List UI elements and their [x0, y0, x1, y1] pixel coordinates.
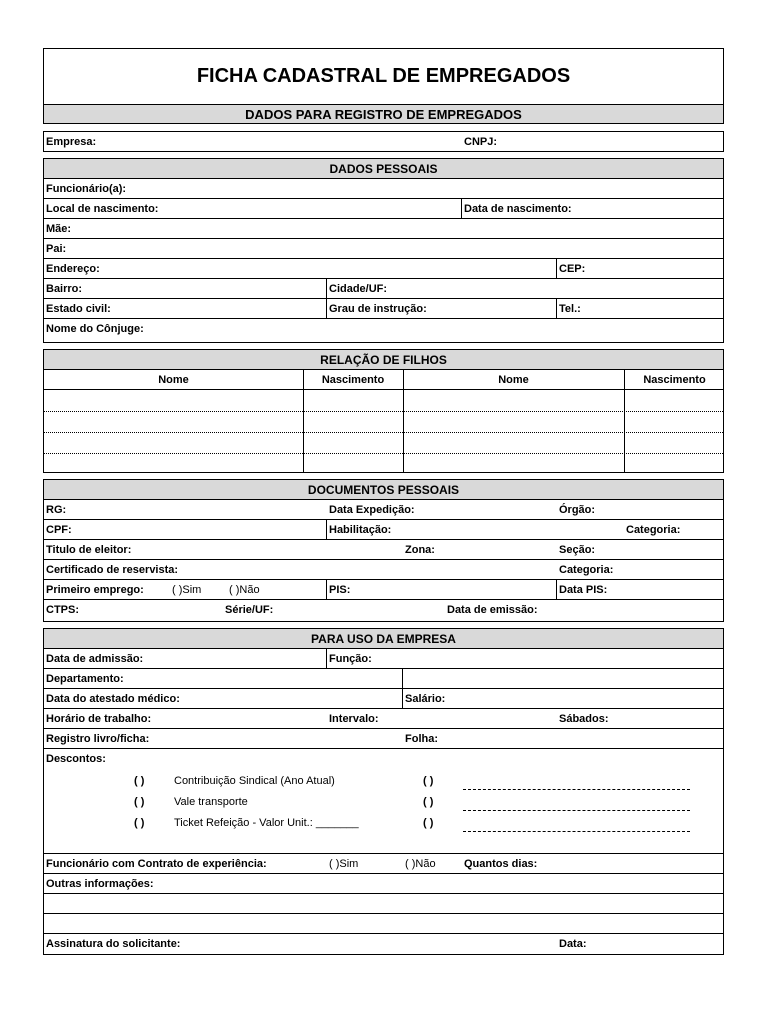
first-job-label: Primeiro emprego: — [46, 584, 144, 596]
mother-field[interactable]: Mãe: — [46, 223, 72, 235]
company-use-header: PARA USO DA EMPRESA — [311, 632, 456, 646]
child-row[interactable] — [44, 454, 723, 473]
meal-ticket-checkbox[interactable]: ( ) — [134, 817, 145, 829]
page-field[interactable]: Folha: — [405, 733, 438, 745]
address-field[interactable]: Endereço: — [46, 263, 100, 275]
child-row[interactable] — [44, 433, 723, 453]
union-fee-label: Contribuição Sindical (Ano Atual) — [174, 775, 335, 787]
series-state-field[interactable]: Série/UF: — [225, 604, 274, 616]
phone-field[interactable]: Tel.: — [559, 303, 581, 315]
pis-field[interactable]: PIS: — [329, 584, 351, 596]
rg-field[interactable]: RG: — [46, 504, 67, 516]
child-row[interactable] — [44, 412, 723, 432]
days-count-field[interactable]: Quantos dias: — [464, 858, 538, 870]
registry-book-field[interactable]: Registro livro/ficha: — [46, 733, 150, 745]
company-box — [43, 131, 724, 152]
department-field[interactable]: Departamento: — [46, 673, 124, 685]
extra-3-line[interactable] — [463, 831, 690, 832]
break-field[interactable]: Intervalo: — [329, 713, 379, 725]
trial-contract-yes-checkbox[interactable]: ( )Sim — [329, 858, 359, 870]
voter-id-field[interactable]: Titulo de eleitor: — [46, 544, 132, 556]
cep-field[interactable]: CEP: — [559, 263, 586, 275]
spouse-field[interactable]: Nome do Cônjuge: — [46, 323, 144, 335]
extra-2-line[interactable] — [463, 810, 690, 811]
other-info-line-2[interactable] — [44, 914, 723, 934]
cpf-field[interactable]: CPF: — [46, 524, 72, 536]
reservist-category-field[interactable]: Categoria: — [559, 564, 614, 576]
employee-name-field[interactable]: Funcionário(a): — [46, 183, 127, 195]
neighborhood-field[interactable]: Bairro: — [46, 283, 83, 295]
salary-field[interactable]: Salário: — [405, 693, 446, 705]
company-use-section — [43, 628, 724, 955]
pis-date-field[interactable]: Data PIS: — [559, 584, 608, 596]
children-section — [43, 349, 724, 473]
signature-field[interactable]: Assinatura do solicitante: — [46, 938, 181, 950]
subtitle: DADOS PARA REGISTRO DE EMPREGADOS — [245, 107, 522, 122]
documents-section — [43, 479, 724, 622]
ctps-field[interactable]: CTPS: — [46, 604, 79, 616]
extra-2-checkbox[interactable]: ( ) — [423, 796, 434, 808]
saturdays-field[interactable]: Sábados: — [559, 713, 609, 725]
personal-data-header: DADOS PESSOAIS — [329, 162, 438, 176]
title-block — [43, 48, 724, 124]
reservist-field[interactable]: Certificado de reservista: — [46, 564, 179, 576]
role-field[interactable]: Função: — [329, 653, 372, 665]
child-row[interactable] — [44, 391, 723, 411]
form-title: FICHA CADASTRAL DE EMPREGADOS — [196, 65, 571, 87]
other-info-field[interactable]: Outras informações: — [46, 878, 154, 890]
first-job-no-checkbox[interactable]: ( )Não — [229, 584, 260, 596]
extra-1-line[interactable] — [463, 789, 690, 790]
children-header: RELAÇÃO DE FILHOS — [320, 353, 447, 367]
medical-cert-date-field[interactable]: Data do atestado médico: — [46, 693, 180, 705]
section-field[interactable]: Seção: — [559, 544, 596, 556]
zone-field[interactable]: Zona: — [405, 544, 435, 556]
col-birth-2: Nascimento — [643, 374, 706, 386]
birthdate-field[interactable]: Data de nascimento: — [464, 203, 572, 215]
documents-header: DOCUMENTOS PESSOAIS — [307, 483, 460, 497]
discounts-label: Descontos: — [46, 753, 106, 765]
union-fee-checkbox[interactable]: ( ) — [134, 775, 145, 787]
trial-contract-label: Funcionário com Contrato de experiência: — [46, 858, 267, 870]
subtitle-bar — [44, 104, 723, 123]
father-field[interactable]: Pai: — [46, 243, 67, 255]
extra-1-checkbox[interactable]: ( ) — [423, 775, 434, 787]
city-state-field[interactable]: Cidade/UF: — [329, 283, 388, 295]
issuer-field[interactable]: Órgão: — [559, 504, 596, 516]
cnpj-field[interactable]: CNPJ: — [464, 136, 498, 148]
personal-data-section — [43, 158, 724, 343]
license-field[interactable]: Habilitação: — [329, 524, 392, 536]
col-name-2: Nome — [498, 374, 529, 386]
meal-ticket-label: Ticket Refeição - Valor Unit.: _______ — [174, 817, 359, 829]
col-name-1: Nome — [158, 374, 189, 386]
date-field[interactable]: Data: — [559, 938, 587, 950]
transport-checkbox[interactable]: ( ) — [134, 796, 145, 808]
first-job-yes-checkbox[interactable]: ( )Sim — [172, 584, 202, 596]
birthplace-field[interactable]: Local de nascimento: — [46, 203, 159, 215]
other-info-line-1[interactable] — [44, 894, 723, 914]
trial-contract-no-checkbox[interactable]: ( )Não — [405, 858, 436, 870]
company-field[interactable]: Empresa: — [46, 136, 97, 148]
admission-date-field[interactable]: Data de admissão: — [46, 653, 144, 665]
issue-date-field[interactable]: Data Expedição: — [329, 504, 415, 516]
transport-label: Vale transporte — [174, 796, 248, 808]
marital-status-field[interactable]: Estado civil: — [46, 303, 111, 315]
license-category-field[interactable]: Categoria: — [626, 524, 681, 536]
col-birth-1: Nascimento — [321, 374, 385, 386]
education-field[interactable]: Grau de instrução: — [329, 303, 427, 315]
emission-date-field[interactable]: Data de emissão: — [447, 604, 538, 616]
work-hours-field[interactable]: Horário de trabalho: — [46, 713, 152, 725]
extra-3-checkbox[interactable]: ( ) — [423, 817, 434, 829]
